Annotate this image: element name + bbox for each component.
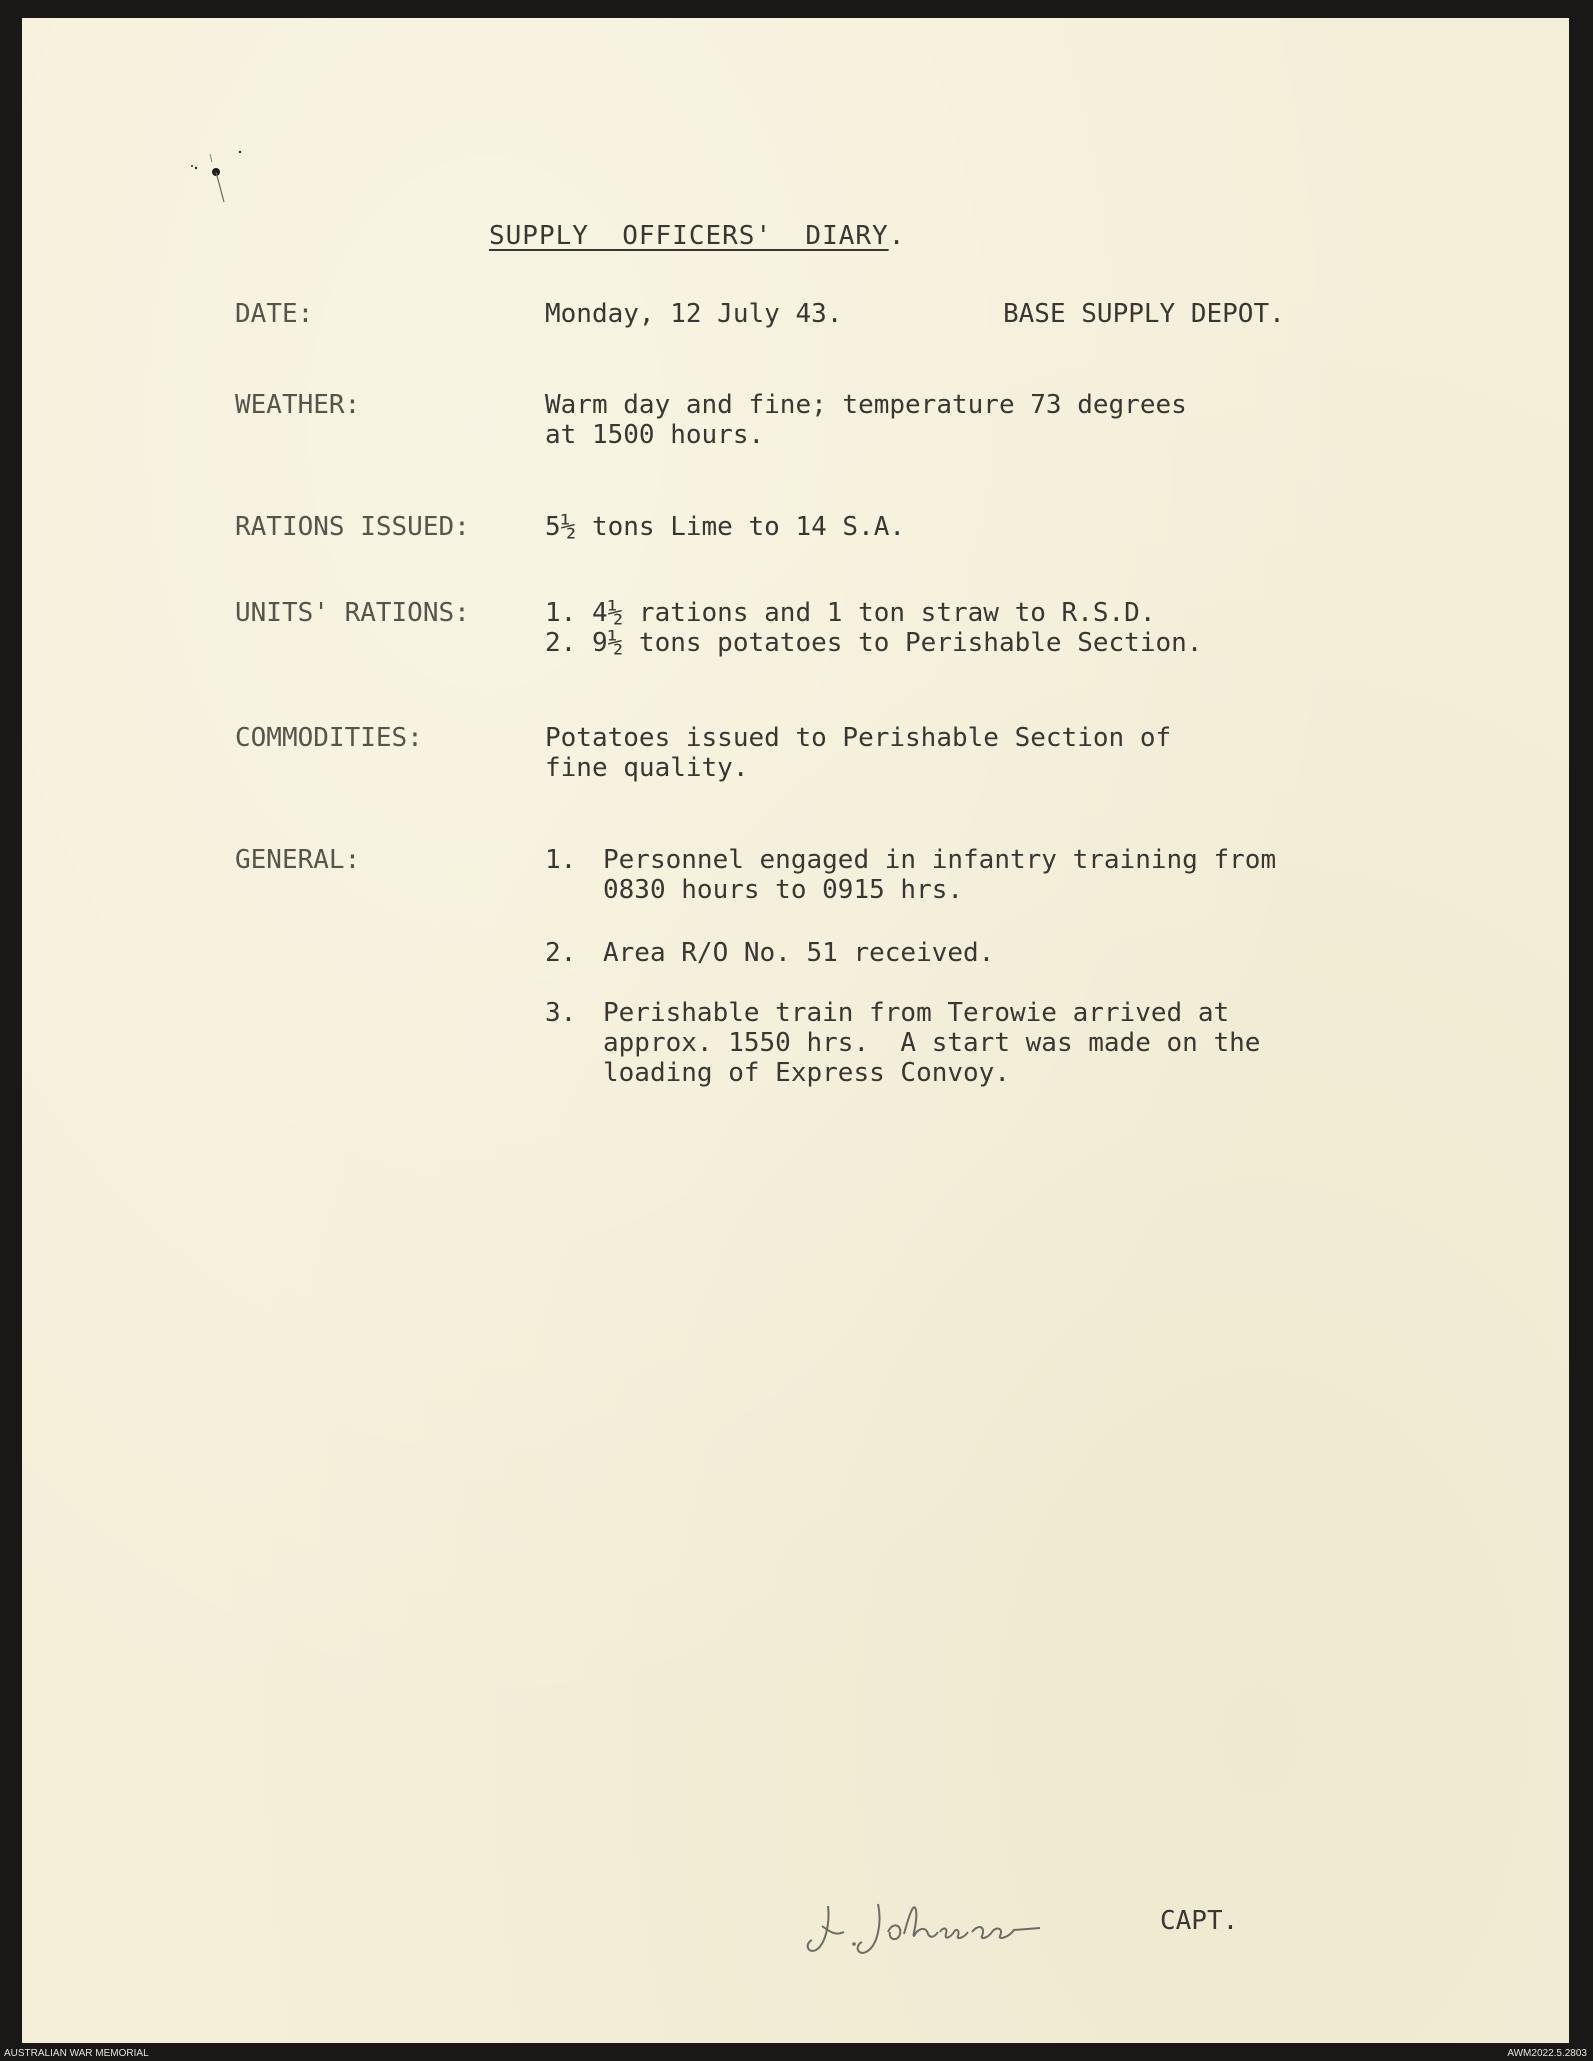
date-label: DATE: [235, 299, 314, 329]
general-item-number: 2. [545, 938, 577, 968]
punch-hole-mark [188, 142, 248, 222]
depot-name: BASE SUPPLY DEPOT. [1003, 299, 1285, 329]
footer-accession-number: AWM2022.5.2803 [1507, 2048, 1587, 2059]
rations-issued-label: RATIONS ISSUED: [235, 512, 470, 542]
general-item-text: Perishable train from Terowie arrived at approx. 1550 hrs. A start was made on the loading of Express Convoy. [603, 998, 1261, 1088]
weather-label: WEATHER: [235, 390, 361, 420]
general-item-number: 1. [545, 845, 577, 875]
footer-institution: AUSTRALIAN WAR MEMORIAL [4, 2048, 149, 2059]
commodities-label: COMMODITIES: [235, 723, 423, 753]
handwritten-signature [800, 1892, 1100, 1972]
rank-label: CAPT. [1160, 1906, 1239, 1936]
date-value: Monday, 12 July 43. [545, 299, 843, 329]
general-item-number: 3. [545, 998, 577, 1028]
general-item-text: Area R/O No. 51 received. [603, 938, 995, 968]
units-rations-value: 1. 4½ rations and 1 ton straw to R.S.D. 2. 9½ tons potatoes to Perishable Section. [545, 598, 1203, 658]
document-page [22, 18, 1569, 2043]
commodities-value: Potatoes issued to Perishable Section of fine quality. [545, 723, 1172, 783]
rations-issued-value: 5½ tons Lime to 14 S.A. [545, 512, 906, 542]
general-item-text: Personnel engaged in infantry training from 0830 hours to 0915 hrs. [603, 845, 1277, 905]
page-title: SUPPLY OFFICERS' DIARY. [489, 221, 906, 251]
units-rations-label: UNITS' RATIONS: [235, 598, 470, 628]
weather-value: Warm day and fine; temperature 73 degrees at 1500 hours. [545, 390, 1187, 450]
general-label: GENERAL: [235, 845, 361, 875]
